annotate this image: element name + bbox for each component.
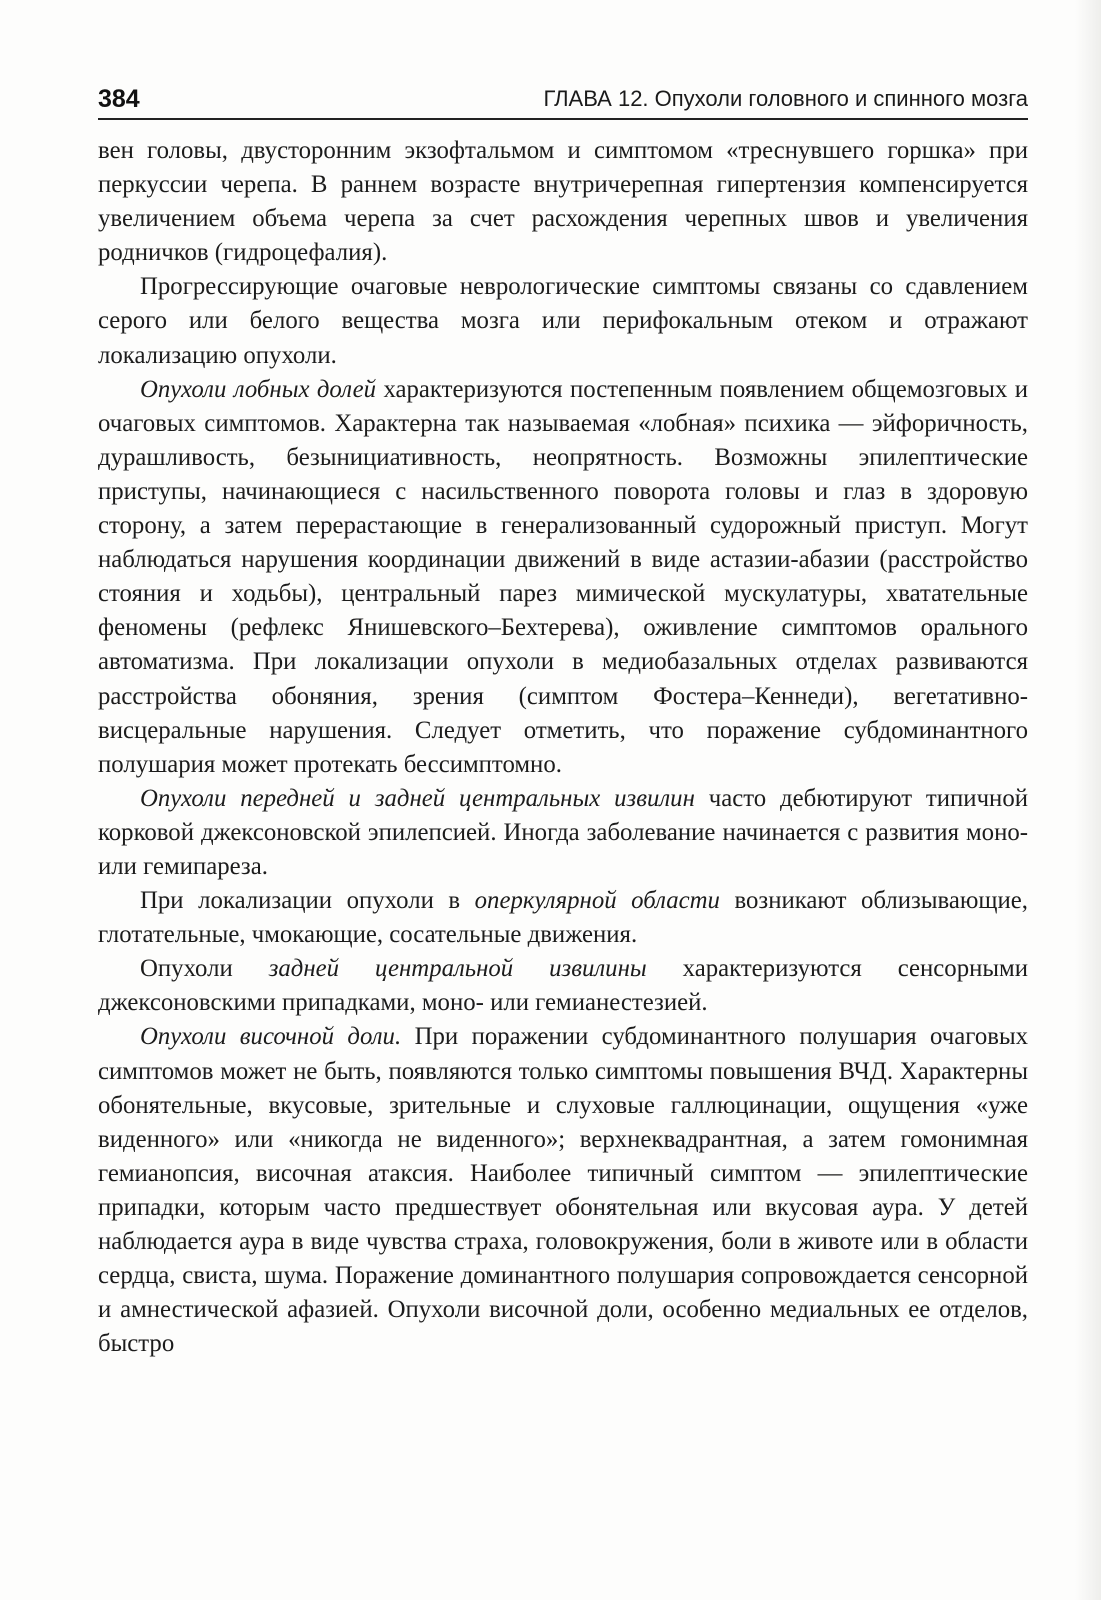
paragraph-emphasis: задней центральной извилины — [268, 955, 647, 983]
paragraph-text: характеризуются постепенным появлением общемозговых и очаговых симптомов. Характерна так называемая «лобная» психика — эйфоричность, дурашливость, безынициативность, неопрятность. Возможны эпилептические приступы, начинающиеся с насильственного поворота головы и глаз в здоровую сторону, а затем перерастающие в генерализованный судорожный приступ. Могут наблюдаться нарушения координации движений в виде астазии-абазии (расстройство стояния и ходьбы), центральный парез мимической мускулатуры, хватательные феномены (рефлекс Янишевского–Бехтерева), оживление симптомов орального автоматизма. При локализации опухоли в медиобазальных отделах развиваются расстройства обоняния, зрения (симптом Фостера–Кеннеди), вегетативно-висцеральные нарушения. Следует отметить, что поражение субдоминантного полушария может протекать бессимптомно. — [98, 375, 1029, 778]
paragraph-emphasis: Опухоли лобных долей — [140, 375, 377, 403]
paragraph-text: При локализации опухоли в — [140, 887, 475, 915]
paragraph-text: При поражении субдоминантного полушария очаговых симптомов может не быть, появляются только симптомы повышения ВЧД. Характерны обонятельные, вкусовые, зрительные и слуховые галлюцинации, ощущения «уже виденного» или «никогда не виденного»; верхнеквадрантная, а затем гомонимная гемианопсия, височная атаксия. Наиболее типичный симптом — эпилептические припадки, которым часто предшествует обонятельная или вкусовая аура. У детей наблюдается аура в виде чувства страха, головокружения, боли в животе или в области сердца, свиста, шума. Поражение доминантного полушария сопровождается сенсорной и амнестической афазией. Опухоли височной доли, особенно медиальных ее отделов, быстро — [98, 1023, 1028, 1358]
page-number: 384 — [98, 85, 140, 113]
paragraph-central-gyri — [98, 782, 1028, 884]
paragraph-posterior-central-gyrus — [98, 952, 1028, 1020]
paragraph-temporal-lobe — [98, 1020, 1028, 1361]
paragraph-opercular-area — [98, 884, 1028, 952]
body-text — [98, 134, 1028, 1361]
paragraph-text: Прогрессирующие очаговые неврологические симптомы связаны со сдавлением серого или белого вещества мозга или перифокальным отеком и отражают локализацию опухоли. — [98, 273, 1028, 369]
page-header — [98, 80, 1028, 120]
paragraph-emphasis: Опухоли височной доли. — [140, 1023, 402, 1051]
paragraph-text: возникают облизывающие, глотательные, чмокающие, сосательные движения. — [98, 887, 1028, 949]
paragraph-emphasis: Опухоли передней и задней центральных извилин — [140, 784, 695, 812]
running-title: ГЛАВА 12. Опухоли головного и спинного мозга — [543, 86, 1028, 111]
paragraph-frontal-lobe — [98, 373, 1028, 782]
paragraph-focal-symptoms — [98, 270, 1028, 372]
paragraph-text: характеризуются сенсорными джексоновскими припадками, моно- или гемианестезией. — [98, 955, 1028, 1017]
scan-edge-shadow — [1075, 0, 1101, 1600]
paragraph-text: часто дебютируют типичной корковой джексоновской эпилепсией. Иногда заболевание начинается с развития моно- или гемипареза. — [98, 784, 1028, 880]
paragraph-continuation — [98, 134, 1028, 270]
paragraph-text: Опухоли — [140, 955, 269, 983]
paragraph-emphasis: оперкулярной области — [474, 887, 720, 915]
paragraph-text: вен головы, двусторонним экзофтальмом и симптомом «треснувшего горшка» при перкуссии черепа. В раннем возрасте внутричерепная гипертензия компенсируется увеличением объема черепа за счет расхождения черепных швов и увеличения родничков (гидроцефалия). — [98, 137, 1028, 267]
